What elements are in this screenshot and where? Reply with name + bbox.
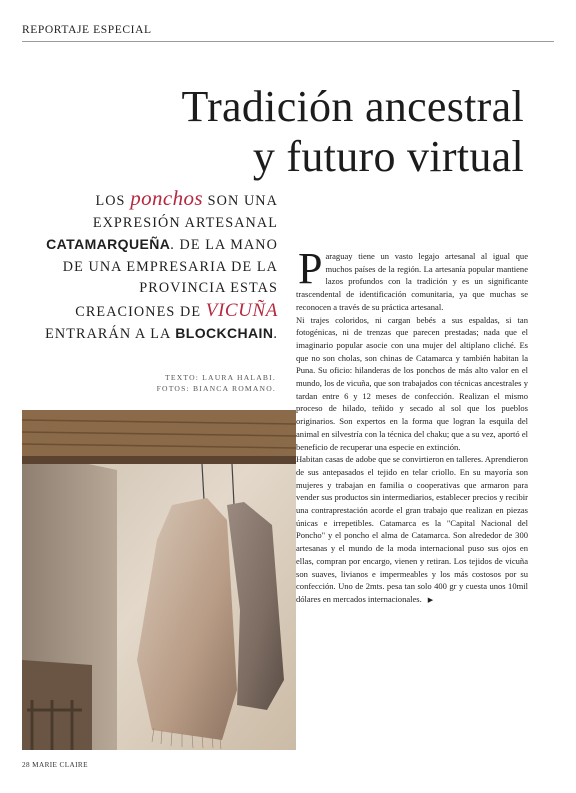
deck-bold-catamarquena: CATAMARQUEÑA (46, 236, 171, 252)
credits (120, 372, 276, 394)
paragraph-1-text: araguay tiene un vasto legajo artesanal al igual que muchos países de la región. La artesanía popular mantiene lazos profundos con la tradición y es un significante trascendental de identificación comunitaria, ya que muchas se reconocen a través de su práctica artesanal. (296, 251, 528, 312)
deck-text-4: ENTRARÁN A LA (45, 326, 176, 342)
paragraph-3 (296, 453, 528, 606)
credit-text: TEXTO: LAURA HALABI. (165, 373, 276, 382)
deck-text-1: LOS (95, 193, 131, 209)
poncho-photo (22, 410, 296, 750)
header-divider (22, 41, 554, 42)
paragraph-2: Ni trajes coloridos, ni cargan bebés a sus espaldas, si tan fotogénicas, ni de trenzas que parecen prestadas; nada que el imaginario popular asocie con una mujer del altiplano cliché. Es que no son cholas, son chinas de Catamarca y también habitan la Puna. Su oficio: hilanderas de los ponchos de más alto valor en el mundo, los de vicuña, que son trabajados con técnicas ancestrales y tardan entre 6 y 12 meses de confección. Realizan el mismo proceso de hilado, teñido y secado al sol que los pueblos originarios. Son expertos en la forma que logran la esquila del animal en silvestría con la técnica del chaku; que a su vez, aportó el beneficio de recuperar una especie en extinción. (296, 314, 528, 452)
page-folio: 28 MARIE CLAIRE (22, 761, 88, 769)
title-line-1: Tradición ancestral (181, 82, 524, 131)
article-deck (40, 188, 278, 346)
deck-text-5: . (273, 326, 278, 342)
paragraph-1 (296, 244, 528, 314)
section-label: REPORTAJE ESPECIAL (22, 24, 152, 36)
end-mark-icon: ▶ (427, 595, 434, 604)
deck-text-3: . DE LA MANO DE UNA EMPRESARIA DE LA PROVINCIA ESTAS CREACIONES DE (62, 237, 278, 320)
deck-bold-blockchain: BLOCKCHAIN (175, 325, 274, 341)
drop-cap: P (298, 244, 323, 293)
title-line-2: y futuro virtual (252, 132, 524, 181)
credit-photo: FOTOS: BIANCA ROMANO. (156, 384, 276, 393)
deck-accent-ponchos: ponchos (130, 186, 203, 210)
deck-accent-vicuna: VICUÑA (205, 299, 278, 321)
article-body (296, 244, 528, 607)
deck-text-2: SON UNA EXPRESIÓN ARTESANAL (92, 193, 278, 231)
article-title (40, 82, 524, 182)
paragraph-3-text: Habitan casas de adobe que se convirtieron en talleres. Aprendieron de sus antepasados el tejido en telar criollo. En su mayoría son mujeres y trabajan en familia o cooperativas que armaron para vender sus productos sin intermediarios, establecer precios y recibir una contraprestación acorde el gran trabajo que realizan en piezas únicas e irrepetibles. Catamarca es la "Capital Nacional del Poncho" y el poncho el alma de Catamarca. Son alrededor de 300 artesanas y el mundo de la moda internacional puso sus ojos en ellas, compran por encargo, vienen y retiran. Los tejidos de vicuña son suaves, livianos e impermeables y los más costosos por su confección. Uno de 2mts. pesa tan solo 400 gr y cuesta unos 10mil dólares en mercados internacionales. (296, 454, 528, 604)
